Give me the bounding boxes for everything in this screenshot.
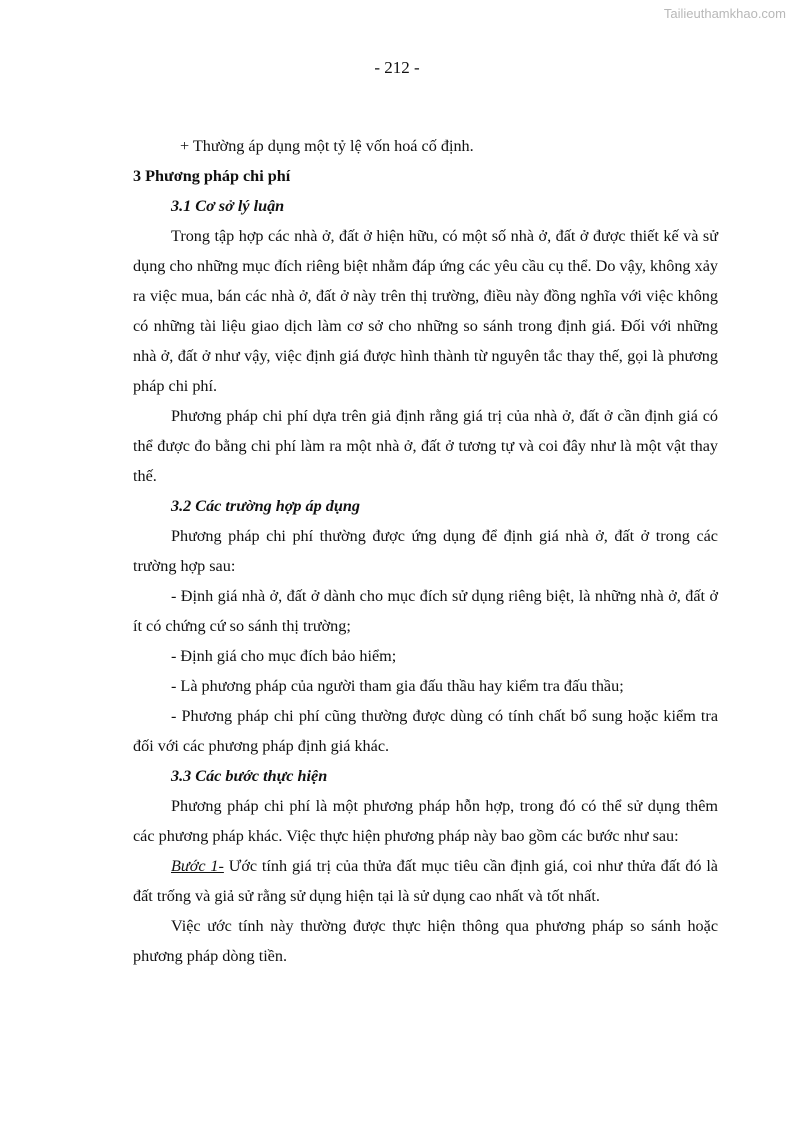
intro-bullet: + Thường áp dụng một tỷ lệ vốn hoá cố định. xyxy=(180,137,474,155)
list-item: - Là phương pháp của người tham gia đấu thầu hay kiểm tra đấu thầu; xyxy=(171,677,624,695)
step-1-paragraph xyxy=(133,851,718,911)
document-body xyxy=(133,131,718,971)
subsection-heading-3-1: 3.1 Cơ sở lý luận xyxy=(171,197,285,215)
paragraph-3-3-intro: Phương pháp chi phí là một phương pháp hỗn hợp, trong đó có thể sử dụng thêm các phương pháp khác. Việc thực hiện phương pháp này bao gồm các bước như sau: xyxy=(133,797,718,845)
section-heading: 3 Phương pháp chi phí xyxy=(133,167,291,185)
step-1-text: Ước tính giá trị của thửa đất mục tiêu cần định giá, coi như thửa đất đó là đất trống và giả sử rằng sử dụng hiện tại là sử dụng cao nhất và tốt nhất. xyxy=(133,857,718,905)
list-item: - Định giá nhà ở, đất ở dành cho mục đích sử dụng riêng biệt, là những nhà ở, đất ở ít có chứng cứ so sánh thị trường; xyxy=(133,587,718,635)
paragraph-3-1-b: Phương pháp chi phí dựa trên giả định rằng giá trị của nhà ở, đất ở cần định giá có thể được đo bằng chi phí làm ra một nhà ở, đất ở tương tự và coi đây như là một vật thay thế. xyxy=(133,407,718,485)
subsection-heading-3-2: 3.2 Các trường hợp áp dụng xyxy=(171,497,360,515)
step-1-label: Bước 1- xyxy=(171,857,224,875)
list-item: - Định giá cho mục đích bảo hiểm; xyxy=(171,647,397,665)
paragraph-3-3-after: Việc ước tính này thường được thực hiện thông qua phương pháp so sánh hoặc phương pháp dòng tiền. xyxy=(133,917,718,965)
paragraph-3-1-a: Trong tập hợp các nhà ở, đất ở hiện hữu, có một số nhà ở, đất ở được thiết kế và sử dụng cho những mục đích riêng biệt nhằm đáp ứng các yêu cầu cụ thể. Do vậy, không xảy ra việc mua, bán các nhà ở, đất ở này trên thị trường, điều này đồng nghĩa với việc không có những tài liệu giao dịch làm cơ sở cho những so sánh trong định giá. Đối với những nhà ở, đất ở như vậy, việc định giá được hình thành từ nguyên tắc thay thế, gọi là phương pháp chi phí. xyxy=(133,227,718,395)
page-number: - 212 - xyxy=(374,58,420,77)
list-item: - Phương pháp chi phí cũng thường được dùng có tính chất bổ sung hoặc kiểm tra đối với các phương pháp định giá khác. xyxy=(133,707,718,755)
subsection-heading-3-3: 3.3 Các bước thực hiện xyxy=(171,767,328,785)
paragraph-3-2-intro: Phương pháp chi phí thường được ứng dụng để định giá nhà ở, đất ở trong các trường hợp sau: xyxy=(133,527,718,575)
watermark: Tailieuthamkhao.com xyxy=(663,6,786,21)
